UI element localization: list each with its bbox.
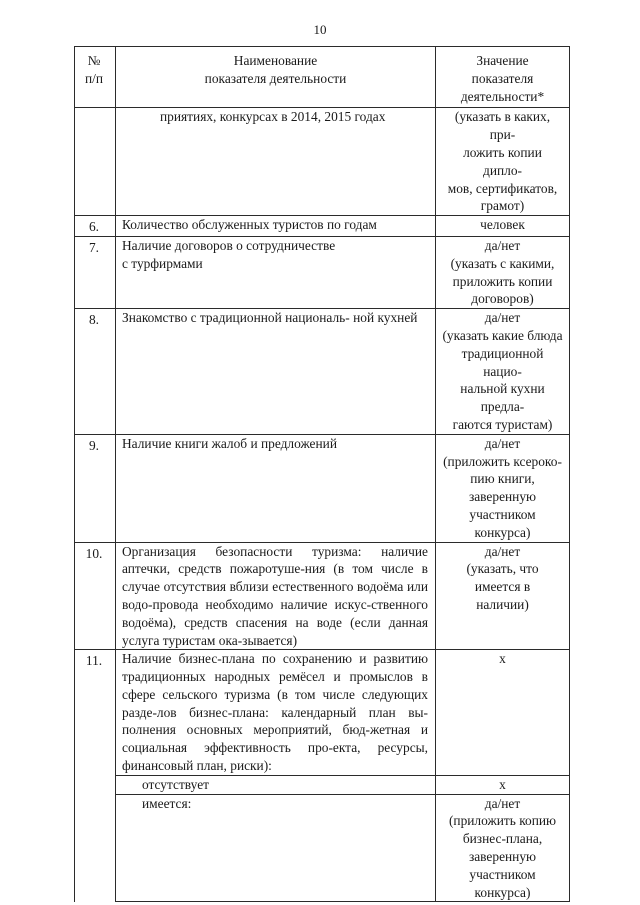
subrow-name: имеется: [116,794,436,902]
row-value: да/нет (указать, что имеется в наличии) [436,542,570,650]
subrow-value: x [436,775,570,794]
row-name: Организация безопасности туризма: наличие аптечки, средств пожаротуше-ния (в том числе в случае отсутствия вблизи естественного водоёма или водо-провода необходимо наличие искус-ственного водоёма), средств спасения на воде (если данная услуга туристам ока-зывается) [116,542,436,650]
table-row [75,216,570,237]
indicators-table [74,46,570,902]
table-header-row [75,47,570,108]
subrow-name: отсутствует [116,775,436,794]
row-name: Наличие договоров о сотрудничестве с турфирмами [116,236,436,308]
row-num [75,108,116,216]
table-row [75,236,570,308]
row-name: Наличие книги жалоб и предложений [116,434,436,542]
header-num: № п/п [75,47,116,108]
table-subrow [75,775,570,794]
row-num: 6. [75,216,116,237]
row-value: человек [436,216,570,237]
table-row [75,434,570,542]
row-value: (указать в каких, при- ложить копии дипло- мов, сертификатов, грамот) [436,108,570,216]
table-row [75,108,570,216]
table-row [75,309,570,435]
row-name: Наличие бизнес-плана по сохранению и развитию традиционных народных ремёсел и промыслов в сфере сельского туризма (в том числе следующих разде-лов бизнес-плана: календарный план вы-полнения основных мероприятий, бюд-жетная и социальная эффективность про-екта, ресурсы, финансовый план, риски): [116,650,436,776]
header-value: Значение показателя деятельности* [436,47,570,108]
subrow-value: да/нет (приложить копию бизнес-плана, заверенную участником конкурса) [436,794,570,902]
table-subrow [75,794,570,902]
row-num: 10. [75,542,116,650]
row-value: да/нет (указать с какими, приложить копии договоров) [436,236,570,308]
table-row [75,542,570,650]
row-value: x [436,650,570,776]
row-name: приятиях, конкурсах в 2014, 2015 годах [116,108,436,216]
row-num: 11. [75,650,116,902]
table-row [75,650,570,776]
row-name: Знакомство с традиционной националь- ной кухней [116,309,436,435]
row-num: 8. [75,309,116,435]
row-num: 7. [75,236,116,308]
row-name: Количество обслуженных туристов по годам [116,216,436,237]
row-value: да/нет (приложить ксероко- пию книги, заверенную участником конкурса) [436,434,570,542]
header-name: Наименование показателя деятельности [116,47,436,108]
page-number: 10 [313,22,327,37]
row-value: да/нет (указать какие блюда традиционной нацио- нальной кухни предла- гаются туристам) [436,309,570,435]
row-num: 9. [75,434,116,542]
